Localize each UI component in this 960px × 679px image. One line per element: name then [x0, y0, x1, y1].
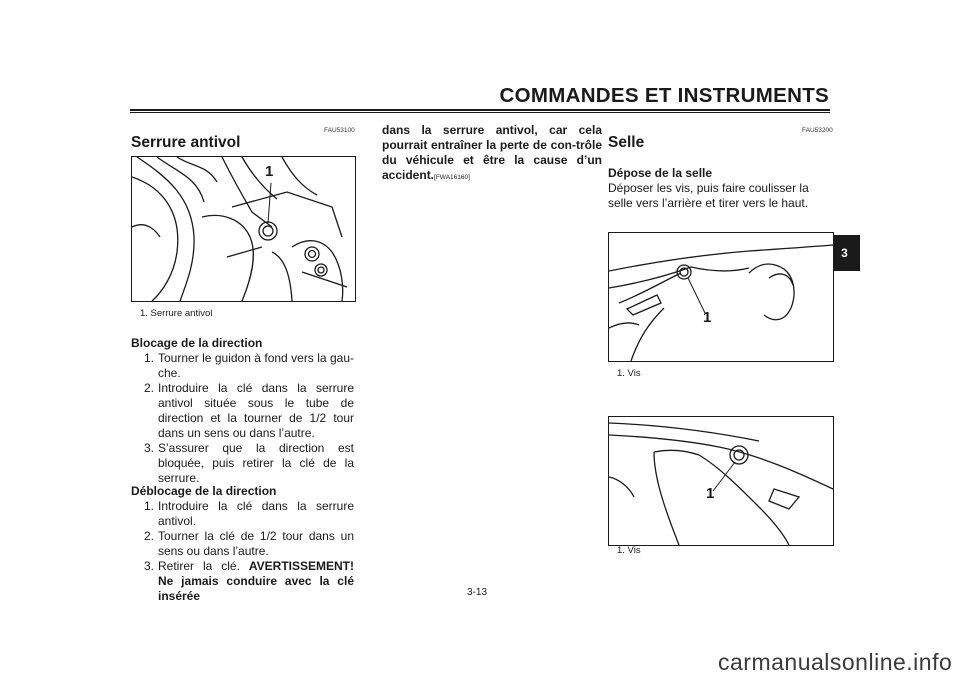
- list-item: 3. S’assurer que la direction est bloquée, puis retirer la clé de la serrure.: [144, 441, 354, 485]
- list-item: 3. Retirer la clé. AVERTISSEMENT! Ne jamais conduire avec la clé insérée: [144, 559, 354, 603]
- lock-steps: [131, 351, 354, 486]
- section-title-selle: Selle: [608, 134, 645, 151]
- list-item: 1. Introduire la clé dans la serrure antivol.: [144, 499, 354, 528]
- seat-screw-illustration-1: [609, 233, 833, 361]
- header-rule-thin: [130, 112, 830, 113]
- figure-seat-screw-1: [608, 232, 834, 362]
- lock-section: [131, 336, 354, 486]
- warning-code: [FWA16160]: [434, 174, 470, 181]
- unlock-section: [131, 484, 354, 604]
- section-code: FAU53100: [324, 127, 355, 134]
- figure-steering-lock: [131, 156, 356, 302]
- list-item: 2. Tourner la clé de 1/2 tour dans un sens ou dans l’autre.: [144, 529, 354, 558]
- header-title: COMMANDES ET INSTRUMENTS: [499, 84, 829, 107]
- warning-text: AVERTISSEMENT! Ne jamais conduire avec la clé insérée: [158, 559, 354, 603]
- figure-caption: 1. Vis: [617, 545, 641, 556]
- list-item: 2. Introduire la clé dans la serrure antivol située sous le tube de direction et la tourner de 1/2 tour dans un sens ou dans l’autre.: [144, 381, 354, 440]
- figure-callout: 1: [706, 485, 715, 502]
- header-rule: [130, 109, 830, 111]
- lock-heading: Blocage de la direction: [131, 336, 263, 350]
- chapter-tab[interactable]: 3: [829, 235, 860, 271]
- unlock-steps: [131, 499, 354, 604]
- unlock-heading: Déblocage de la direction: [131, 484, 277, 498]
- figure-caption: 1. Vis: [617, 368, 641, 379]
- steering-lock-illustration: [132, 157, 355, 301]
- seat-subheading: Dépose de la selle: [608, 166, 713, 180]
- seat-screw-illustration-2: [609, 417, 833, 545]
- warning-continuation: dans la serrure antivol, car cela pourrait entraîner la perte de con-trôle du véhicule et être la cause d’un accident.[FWA16160]: [382, 123, 602, 182]
- figure-caption: 1. Serrure antivol: [140, 308, 213, 319]
- figure-callout: 1: [265, 163, 274, 180]
- page-number: 3-13: [467, 587, 488, 598]
- watermark[interactable]: carmanualsonline.info: [718, 649, 953, 675]
- figure-callout: 1: [703, 309, 712, 326]
- seat-instructions: Déposer les vis, puis faire coulisser la selle vers l’arrière et tirer vers le haut.: [608, 181, 809, 210]
- section-title-serrure: Serrure antivol: [131, 134, 241, 151]
- section-code: FAU53200: [802, 127, 833, 134]
- list-item: 1. Tourner le guidon à fond vers la gau-che.: [144, 351, 354, 380]
- figure-seat-screw-2: [608, 416, 834, 546]
